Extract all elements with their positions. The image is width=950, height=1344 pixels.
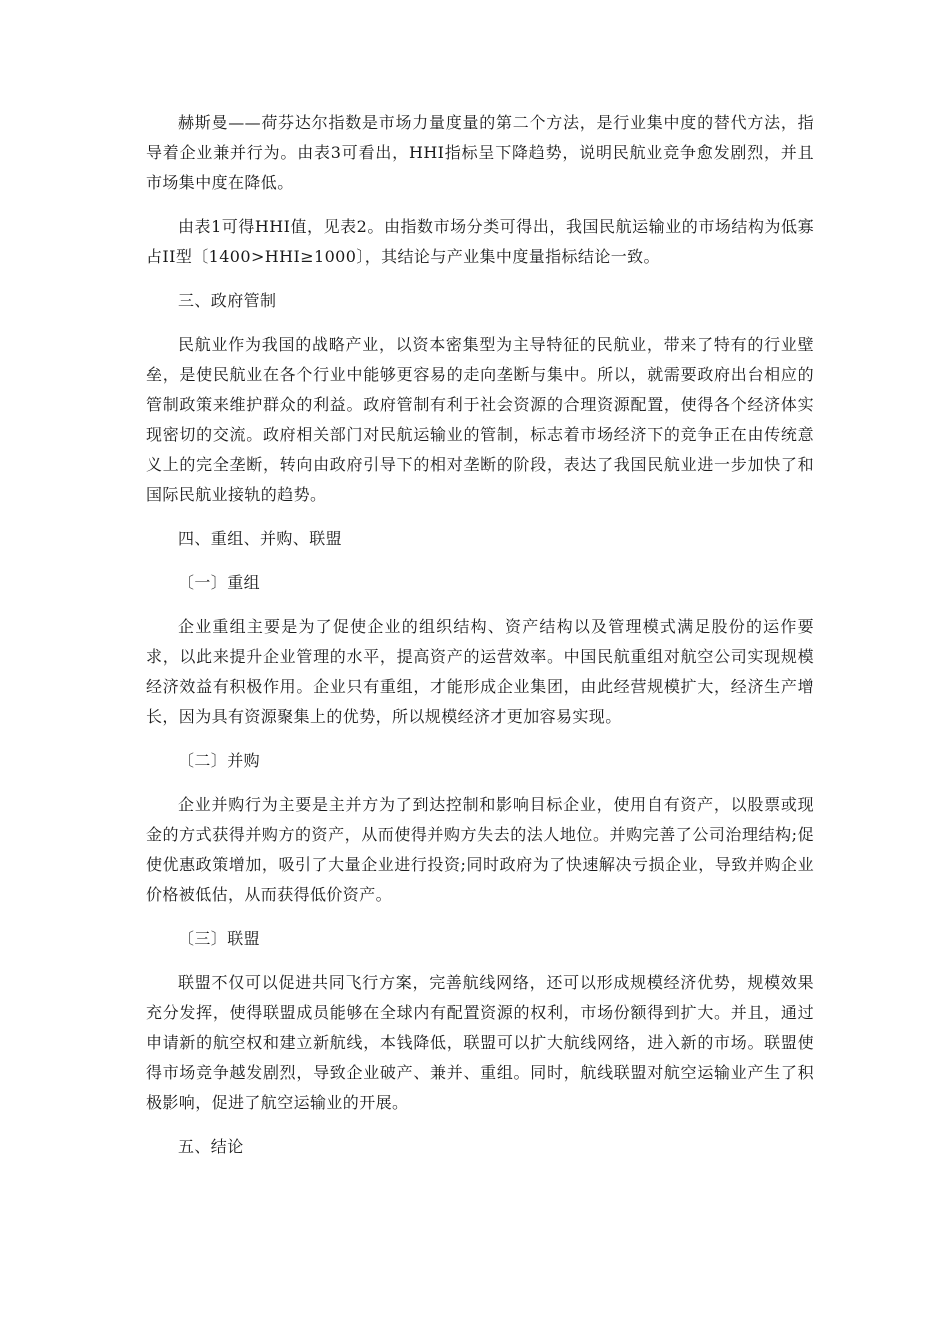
subsection-heading-alliance: 〔三〕联盟 <box>178 929 261 948</box>
section-heading-restructuring: 四、重组、并购、联盟 <box>178 529 343 548</box>
subsection-heading-merger: 〔二〕并购 <box>178 751 261 770</box>
paragraph-alliance: 联盟不仅可以促进共同飞行方案，完善航线网络，还可以形成规模经济优势，规模效果充分发挥，使得联盟成员能够在全球内有配置资源的权利，市场份额得到扩大。并且，通过申请新的航空权和建立新航线，本钱降低，联盟可以扩大航线网络，进入新的市场。联盟使得市场竞争越发剧烈，导致企业破产、兼并、重组。同时，航线联盟对航空运输业产生了积极影响，促进了航空运输业的开展。 <box>146 973 814 1112</box>
paragraph-reorganization: 企业重组主要是为了促使企业的组织结构、资产结构以及管理模式满足股份的运作要求，以此来提升企业管理的水平，提高资产的运营效率。中国民航重组对航空公司实现规模经济效益有积极作用。企业只有重组，才能形成企业集团，由此经营规模扩大，经济生产增长，因为具有资源聚集上的优势，所以规模经济才更加容易实现。 <box>146 617 814 726</box>
subsection-heading-reorganization: 〔一〕重组 <box>178 573 261 592</box>
section-heading-government-regulation: 三、政府管制 <box>178 291 277 310</box>
paragraph-hhi-value: 由表1可得HHI值，见表2。由指数市场分类可得出，我国民航运输业的市场结构为低寡占II型〔1400>HHI≥1000〕，其结论与产业集中度量指标结论一致。 <box>146 217 814 266</box>
document-page <box>146 108 814 1176</box>
paragraph-government-regulation: 民航业作为我国的战略产业，以资本密集型为主导特征的民航业，带来了特有的行业壁垒，是使民航业在各个行业中能够更容易的走向垄断与集中。所以，就需要政府出台相应的管制政策来维护群众的利益。政府管制有利于社会资源的合理资源配置，使得各个经济体实现密切的交流。政府相关部门对民航运输业的管制，标志着市场经济下的竞争正在由传统意义上的完全垄断，转向由政府引导下的相对垄断的阶段，表达了我国民航业进一步加快了和国际民航业接轨的趋势。 <box>146 335 814 504</box>
section-heading-conclusion: 五、结论 <box>178 1137 244 1156</box>
paragraph-merger: 企业并购行为主要是主并方为了到达控制和影响目标企业，使用自有资产，以股票或现金的方式获得并购方的资产，从而使得并购方失去的法人地位。并购完善了公司治理结构;促使优惠政策增加，吸引了大量企业进行投资;同时政府为了快速解决亏损企业，导致并购企业价格被低估，从而获得低价资产。 <box>146 795 814 904</box>
paragraph-hhi-method: 赫斯曼——荷芬达尔指数是市场力量度量的第二个方法，是行业集中度的替代方法，指导着企业兼并行为。由表3可看出，HHI指标呈下降趋势，说明民航业竞争愈发剧烈，并且市场集中度在降低。 <box>146 113 814 192</box>
